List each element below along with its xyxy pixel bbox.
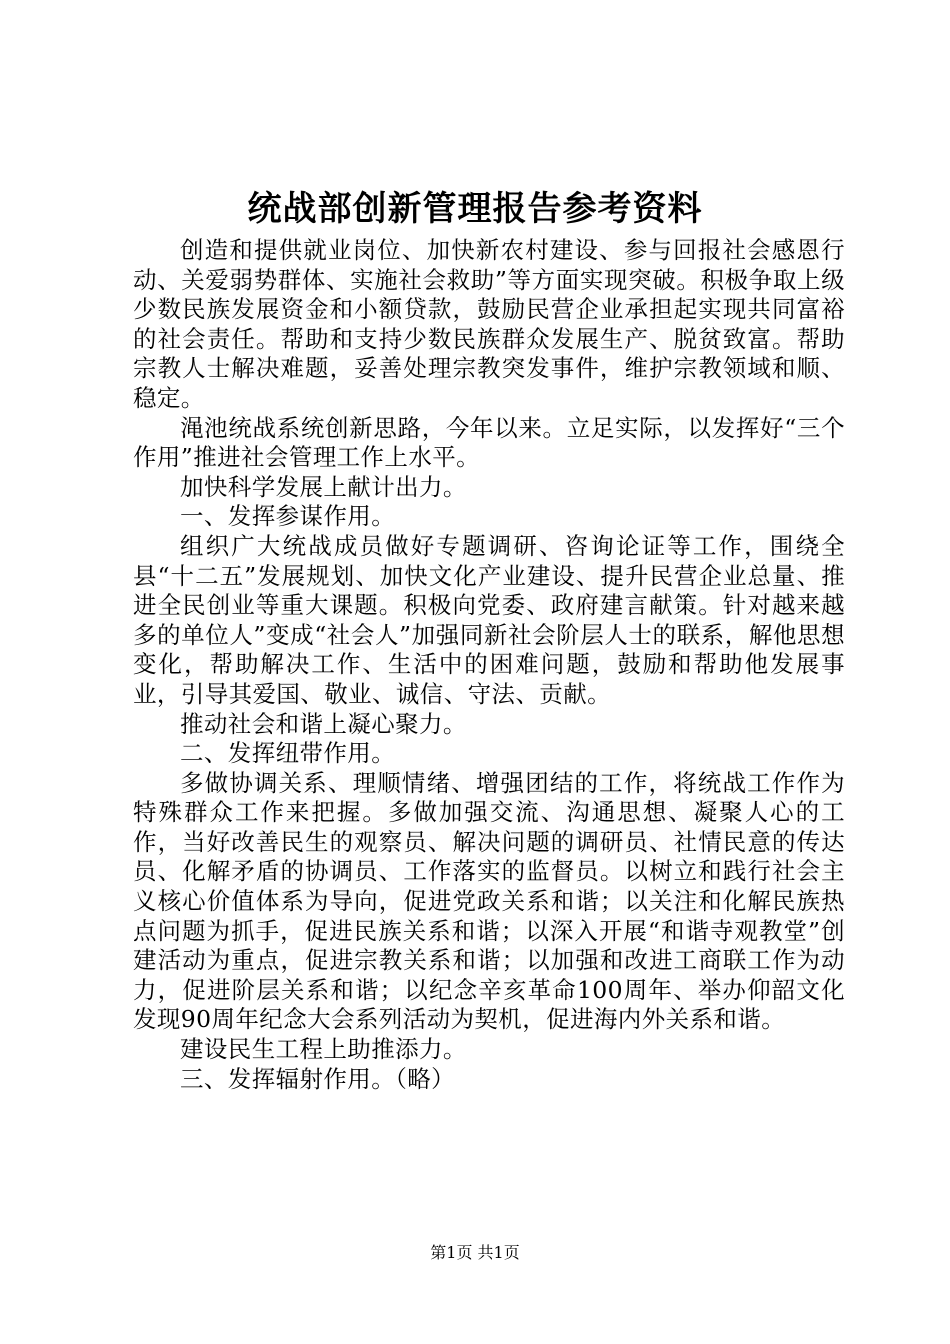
section-heading: 推动社会和谐上凝心聚力。 <box>180 709 467 738</box>
section-heading: 二、发挥纽带作用。 <box>180 739 396 768</box>
paragraph: 多做协调关系、理顺情绪、增强团结的工作，将统战工作作为特殊群众工作来把握。多做加强交流、沟通思想、凝聚人心的工作，当好改善民生的观察员、解决问题的调研员、社情民意的传达员、化解矛盾的协调员、工作落实的监督员。以树立和践行社会主义核心价值体系为导向，促进党政关系和谐；以关注和化解民族热点问题为抓手，促进民族关系和谐；以深入开展“和谐寺观教堂”创建活动为重点，促进宗教关系和谐；以加强和改进工商联工作为动力，促进阶层关系和谐；以纪念辛亥革命100周年、举办仰韶文化发现90周年纪念大会系列活动为契机，促进海内外关系和谐。 <box>133 768 845 1034</box>
paragraph: 渑池统战系统创新思路，今年以来。立足实际，以发挥好“三个作用”推进社会管理工作上水平。 <box>133 413 845 472</box>
document-title: 统战部创新管理报告参考资料 <box>247 189 703 229</box>
page-number-footer: 第1页 共1页 <box>430 1243 520 1262</box>
section-heading: 加快科学发展上献计出力。 <box>180 472 467 501</box>
section-heading: 建设民生工程上助推添力。 <box>180 1035 467 1064</box>
paragraph: 创造和提供就业岗位、加快新农村建设、参与回报社会感恩行动、关爱弱势群体、实施社会救助”等方面实现突破。积极争取上级少数民族发展资金和小额贷款，鼓励民营企业承担起实现共同富裕的社会责任。帮助和支持少数民族群众发展生产、脱贫致富。帮助宗教人士解决难题，妥善处理宗教突发事件，维护宗教领域和顺、稳定。 <box>133 236 845 412</box>
document-body <box>133 236 845 1094</box>
paragraph: 组织广大统战成员做好专题调研、咨询论证等工作，围绕全县“十二五”发展规划、加快文化产业建设、提升民营企业总量、推进全民创业等重大课题。积极向党委、政府建言献策。针对越来越多的单位人”变成“社会人”加强同新社会阶层人士的联系，解他思想变化，帮助解决工作、生活中的困难问题，鼓励和帮助他发展事业，引导其爱国、敬业、诚信、守法、贡献。 <box>133 531 845 708</box>
section-heading: 三、发挥辐射作用。（略） <box>180 1064 456 1093</box>
section-heading: 一、发挥参谋作用。 <box>180 502 396 531</box>
